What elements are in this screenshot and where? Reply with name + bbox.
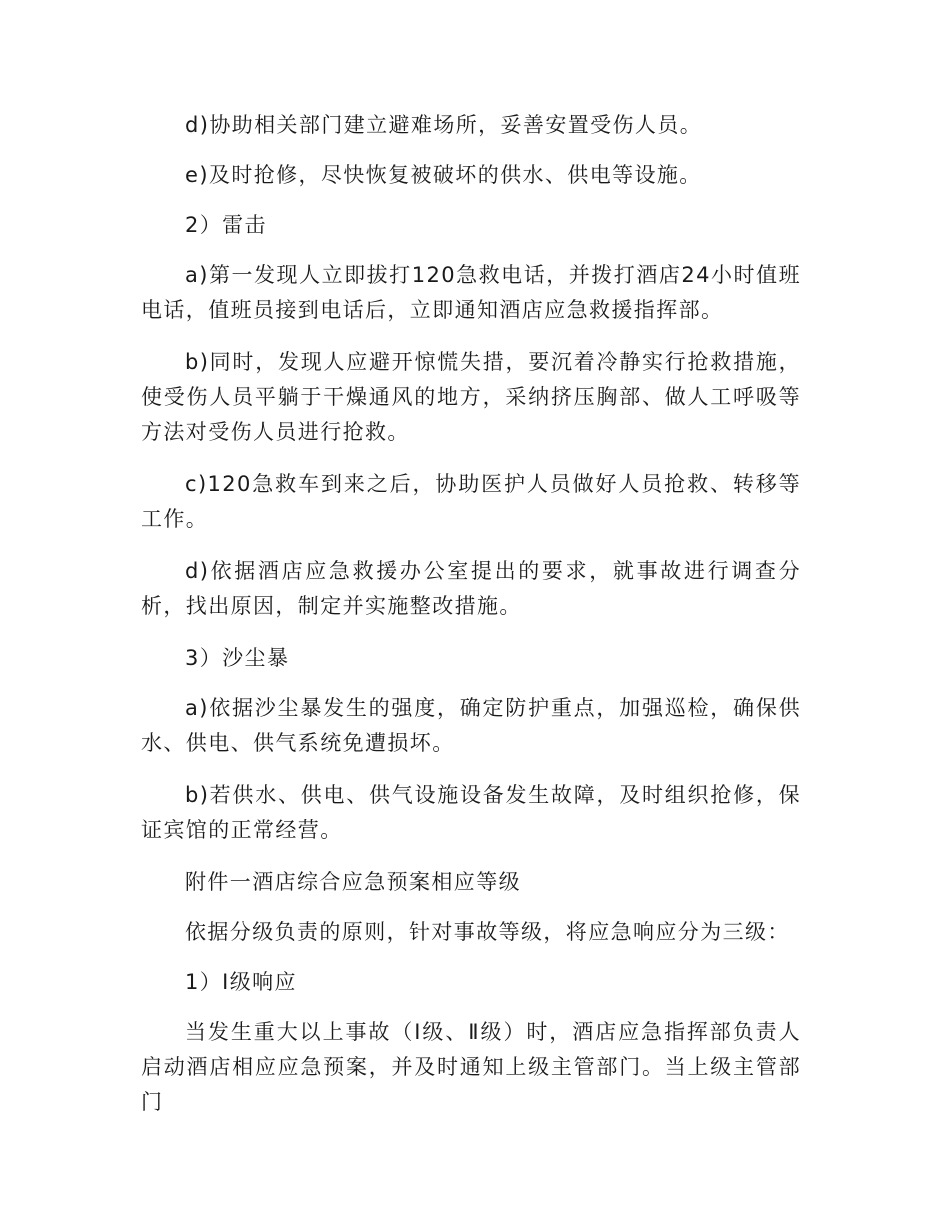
paragraph-lightning-d: d)依据酒店应急救援办公室提出的要求，就事故进行调查分析，找出原因，制定并实施整改措施。 bbox=[141, 559, 801, 618]
paragraph-sandstorm-b: b)若供水、供电、供气设施设备发生故障，及时组织抢修，保证宾馆的正常经营。 bbox=[141, 783, 801, 842]
paragraph-lightning-c: c)120急救车到来之后，协助医护人员做好人员抢救、转移等工作。 bbox=[141, 472, 801, 531]
heading-level-one-response: 1）Ⅰ级响应 bbox=[185, 970, 297, 994]
paragraph-shelter: d)协助相关部门建立避难场所，妥善安置受伤人员。 bbox=[185, 113, 703, 137]
heading-lightning: 2）雷击 bbox=[185, 213, 267, 237]
document-page bbox=[141, 108, 801, 1137]
paragraph-repair: e)及时抢修，尽快恢复被破坏的供水、供电等设施。 bbox=[185, 163, 702, 187]
heading-appendix-one: 附件一酒店综合应急预案相应等级 bbox=[185, 870, 521, 894]
paragraph-sandstorm-a: a)依据沙尘暴发生的强度，确定防护重点，加强巡检，确保供水、供电、供气系统免遭损坏。 bbox=[141, 696, 801, 755]
paragraph-level-one-detail: 当发生重大以上事故（Ⅰ级、Ⅱ级）时，酒店应急指挥部负责人启动酒店相应应急预案，并及时通知上级主管部门。当上级主管部门 bbox=[141, 1020, 801, 1114]
heading-sandstorm: 3）沙尘暴 bbox=[185, 646, 290, 670]
paragraph-response-levels: 依据分级负责的原则，针对事故等级，将应急响应分为三级： bbox=[185, 920, 790, 944]
paragraph-lightning-b: b)同时，发现人应避开惊慌失措，要沉着冷静实行抢救措施，使受伤人员平躺于干燥通风的地方，采纳挤压胸部、做人工呼吸等方法对受伤人员进行抢救。 bbox=[141, 350, 801, 444]
paragraph-lightning-a: a)第一发现人立即拔打120急救电话，并拨打酒店24小时值班电话，值班员接到电话后，立即通知酒店应急救援指挥部。 bbox=[141, 263, 801, 322]
